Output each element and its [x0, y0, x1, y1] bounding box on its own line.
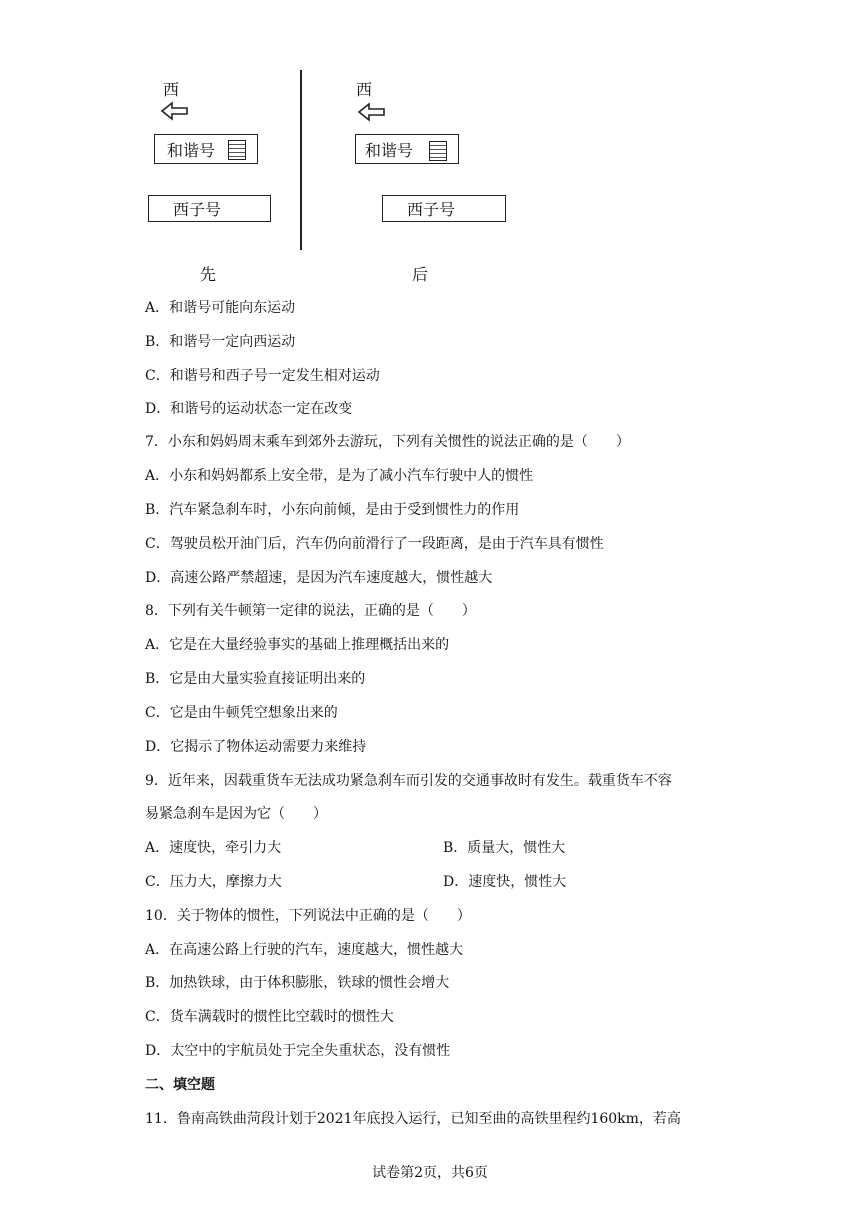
- q10-option-d: D．太空中的宇航员处于完全失重状态，没有惯性: [145, 1043, 451, 1059]
- train-xizi-label: 西子号: [173, 200, 222, 219]
- q6-option-c: C．和谐号和西子号一定发生相对运动: [145, 368, 380, 384]
- q10-option-a: A．在高速公路上行驶的汽车，速度越大，惯性越大: [145, 942, 464, 958]
- section-title: 二、填空题: [145, 1077, 215, 1093]
- west-label-right: 西: [356, 80, 373, 99]
- q9-option-b: B．质量大，惯性大: [443, 840, 566, 856]
- q10-option-b: B．加热铁球，由于体积膨胀，铁球的惯性会增大: [145, 975, 450, 991]
- q10-option-c: C．货车满载时的惯性比空载时的惯性大: [145, 1009, 394, 1025]
- q6-option-d: D．和谐号的运动状态一定在改变: [145, 401, 353, 417]
- q7-option-b: B．汽车紧急刹车时，小东向前倾，是由于受到惯性力的作用: [145, 502, 520, 518]
- q8-option-c: C．它是由牛顿凭空想象出来的: [145, 705, 338, 721]
- panel-divider: [300, 70, 302, 250]
- train-xizi-left: [148, 195, 271, 222]
- train-xizi-right: [382, 195, 506, 222]
- q6-option-b: B．和谐号一定向西运动: [145, 334, 296, 350]
- train-xizi-label: 西子号: [407, 200, 456, 219]
- train-diagram: [0, 0, 860, 300]
- before-label: 先: [200, 265, 217, 284]
- q9-option-c: C．压力大，摩擦力大: [145, 874, 282, 890]
- q11-stem-line1: 11．鲁南高铁曲菏段计划于2021年底投入运行，已知至曲的高铁里程约160km，若高: [145, 1111, 681, 1127]
- after-label: 后: [412, 265, 429, 284]
- q10-stem: 10．关于物体的惯性，下列说法中正确的是（ ）: [145, 908, 471, 924]
- west-label-left: 西: [163, 80, 180, 99]
- q9-option-a: A．速度快，牵引力大: [145, 840, 282, 856]
- q7-option-a: A．小东和妈妈都系上安全带，是为了减小汽车行驶中人的惯性: [145, 468, 534, 484]
- q8-option-a: A．它是在大量经验事实的基础上推理概括出来的: [145, 637, 450, 653]
- q8-option-d: D．它揭示了物体运动需要力来维持: [145, 739, 367, 755]
- q6-option-a: A．和谐号可能向东运动: [145, 300, 296, 316]
- page-footer: 试卷第2页，共6页: [372, 1165, 488, 1181]
- q7-option-d: D．高速公路严禁超速，是因为汽车速度越大，惯性越大: [145, 570, 493, 586]
- arrow-left-icon: [160, 101, 190, 121]
- train-hexie-label: 和谐号: [167, 140, 216, 160]
- q7-option-c: C．驾驶员松开油门后，汽车仍向前滑行了一段距离，是由于汽车具有惯性: [145, 536, 604, 552]
- q9-stem-line1: 9．近年来，因载重货车无法成功紧急刹车而引发的交通事故时有发生。载重货车不容: [145, 773, 672, 789]
- hatch-marker-icon: [228, 140, 246, 160]
- q7-stem: 7．小东和妈妈周末乘车到郊外去游玩，下列有关惯性的说法正确的是（ ）: [145, 434, 630, 450]
- q9-option-d: D．速度快，惯性大: [443, 874, 567, 890]
- hatch-marker-icon: [429, 141, 447, 161]
- arrow-left-icon: [357, 102, 387, 122]
- q8-stem: 8．下列有关牛顿第一定律的说法，正确的是（ ）: [145, 603, 476, 619]
- train-hexie-label: 和谐号: [365, 140, 414, 160]
- q8-option-b: B．它是由大量实验直接证明出来的: [145, 671, 366, 687]
- q9-stem-line2: 易紧急刹车是因为它（ ）: [145, 806, 327, 822]
